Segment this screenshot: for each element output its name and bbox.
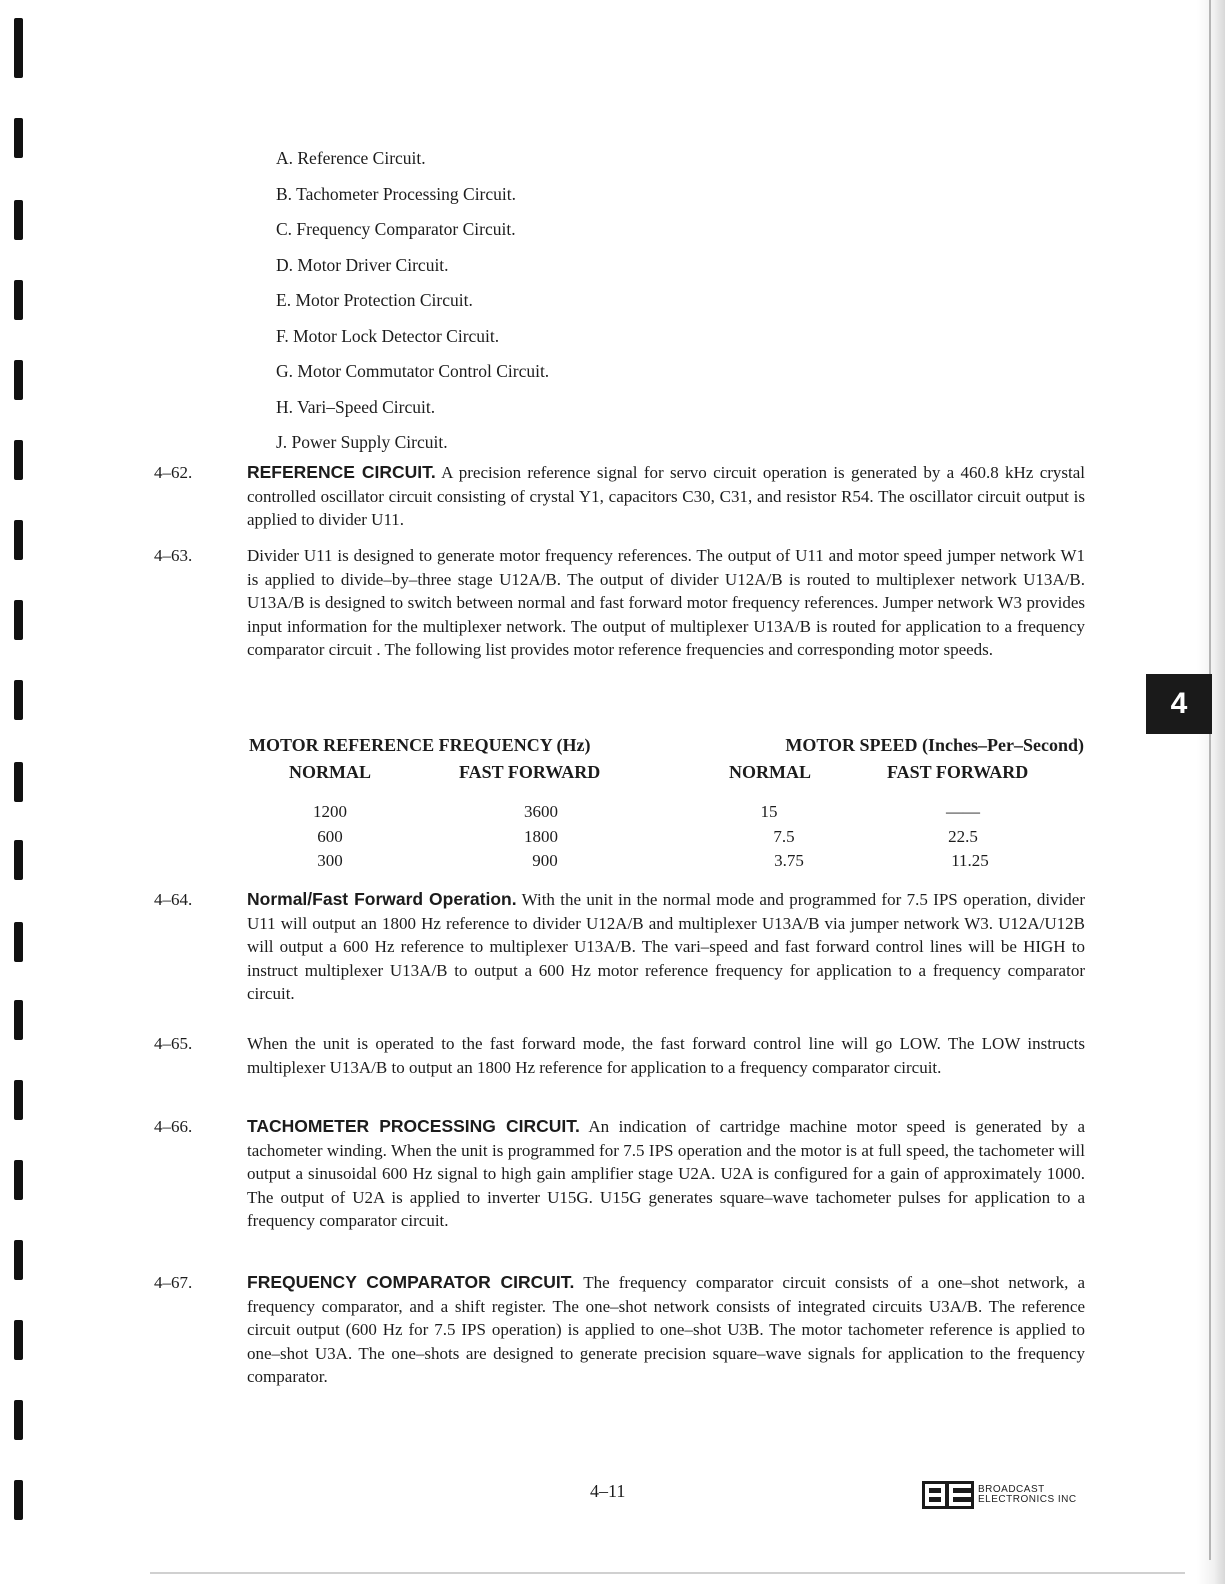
binding-hole bbox=[14, 680, 23, 720]
page-edge-shadow bbox=[1197, 0, 1225, 1584]
table-cell: 3600 bbox=[524, 802, 558, 821]
binding-hole bbox=[14, 18, 23, 78]
table-cell: 22.5 bbox=[948, 826, 978, 846]
binding-hole bbox=[14, 1080, 23, 1120]
paragraph-heading: FREQUENCY COMPARATOR CIRCUIT. bbox=[247, 1272, 575, 1292]
page-number: 4–11 bbox=[590, 1481, 626, 1501]
column-header: FAST FORWARD bbox=[459, 762, 601, 782]
paragraph-number: 4–65. bbox=[154, 1034, 193, 1053]
binding-hole bbox=[14, 1240, 23, 1280]
circuit-outline-list bbox=[276, 141, 549, 461]
logo-line2: ELECTRONICS INC bbox=[978, 1494, 1077, 1505]
paragraph-number: 4–66. bbox=[154, 1117, 193, 1136]
bottom-edge-line bbox=[150, 1572, 1185, 1574]
outline-item: D. Motor Driver Circuit. bbox=[276, 254, 449, 275]
group-header-reference-frequency: MOTOR REFERENCE FREQUENCY (Hz) bbox=[249, 735, 591, 755]
table-cell: 15 bbox=[760, 802, 778, 821]
paragraph-number: 4–67. bbox=[154, 1273, 193, 1292]
table-row bbox=[249, 827, 1084, 852]
outline-item: F. Motor Lock Detector Circuit. bbox=[276, 325, 500, 346]
binding-hole bbox=[14, 200, 23, 240]
paragraph-text: When the unit is operated to the fast forward mode, the fast forward control line will go LOW. The LOW instructs multiplexer U13A/B to output an 1800 Hz reference for application to a frequency comparator circuit. bbox=[247, 1034, 1085, 1077]
paragraph-text: With the unit in the normal mode and programmed for 7.5 IPS operation, divider U11 will output an 1800 Hz reference to divider U12A/B and multiplexer U13A/B via jumper network W3. U12A/U12B will output a 600 Hz reference to multiplexer U13A/B. The vari–speed and fast forward control lines will be HIGH to instruct multiplexer U13A/B to output a 600 Hz motor reference frequency for application to a frequency comparator circuit. bbox=[247, 890, 1086, 1003]
table-column-headers bbox=[249, 762, 1084, 792]
motor-speed-table bbox=[249, 735, 1084, 876]
paragraph-number: 4–62. bbox=[154, 463, 193, 482]
table-cell: 1800 bbox=[524, 826, 558, 846]
company-logo bbox=[922, 1481, 1077, 1509]
paragraph-body bbox=[247, 544, 1085, 662]
paragraph-text: An indication of cartridge machine motor speed is generated by a tachometer winding. When the unit is programmed for 7.5 IPS operation and the motor is at full speed, the tachometer will output a sinusoidal 600 Hz signal to high gain amplifier stage U2A. U2A is configured for a gain of approximately 1000. The output of U2A is applied to inverter U15G. U15G generates square–wave tachometer pulses for application to a frequency comparator circuit. bbox=[247, 1117, 1085, 1230]
outline-item: G. Motor Commutator Control Circuit. bbox=[276, 361, 550, 381]
table-row bbox=[249, 851, 1084, 876]
column-header: NORMAL bbox=[729, 762, 811, 782]
paragraph-4-63 bbox=[150, 544, 1085, 662]
logo-wordmark bbox=[978, 1485, 1077, 1505]
be-logo-icon bbox=[922, 1481, 974, 1509]
paragraph-body bbox=[247, 1032, 1085, 1079]
binding-hole bbox=[14, 280, 23, 320]
paragraph-body bbox=[247, 461, 1085, 532]
binding-hole bbox=[14, 840, 23, 880]
paragraph-body bbox=[247, 1271, 1085, 1389]
paragraph-text: A precision reference signal for servo circuit operation is generated by a 460.8 kHz crystal controlled oscillator circuit consisting of crystal Y1, capacitors C30, C31, and resistor R54. The oscillator circuit output is applied to divider U11. bbox=[247, 463, 1086, 529]
paragraph-heading: Normal/Fast Forward Operation. bbox=[247, 889, 517, 909]
paragraph-number: 4–63. bbox=[154, 546, 193, 565]
table-cell: —— bbox=[946, 802, 980, 821]
outline-item: E. Motor Protection Circuit. bbox=[276, 290, 473, 310]
column-header: FAST FORWARD bbox=[887, 762, 1029, 782]
table-row bbox=[249, 802, 1084, 827]
binding-hole bbox=[14, 1400, 23, 1440]
binding-hole bbox=[14, 1320, 23, 1360]
outline-item: C. Frequency Comparator Circuit. bbox=[276, 219, 516, 239]
binding-hole bbox=[14, 520, 23, 560]
paragraph-number: 4–64. bbox=[154, 890, 193, 909]
paragraph-4-67 bbox=[150, 1271, 1085, 1389]
column-header: NORMAL bbox=[289, 762, 371, 782]
table-cell: 3.75 bbox=[774, 851, 804, 870]
table-group-headers bbox=[249, 735, 1084, 756]
section-tab: 4 bbox=[1146, 674, 1212, 734]
binding-hole bbox=[14, 1000, 23, 1040]
paragraph-text: Divider U11 is designed to generate motor frequency references. The output of U11 and motor speed jumper network W1 is applied to divide–by–three stage U12A/B. The output of divider U12A/B is routed to multiplexer network U13A/B. U13A/B is designed to switch between normal and fast forward motor frequency references. Jumper network W3 provides input information for the multiplexer network. The output of multiplexer U13A/B is routed for application to a frequency comparator circuit . The following list provides motor reference frequencies and corresponding motor speeds. bbox=[247, 546, 1085, 659]
outline-item: A. Reference Circuit. bbox=[276, 148, 426, 168]
outline-item: J. Power Supply Circuit. bbox=[276, 432, 448, 452]
binding-hole bbox=[14, 440, 23, 480]
paragraph-4-64 bbox=[150, 888, 1085, 1006]
binding-hole bbox=[14, 922, 23, 962]
table-cell: 900 bbox=[532, 851, 558, 870]
binding-hole bbox=[14, 600, 23, 640]
paragraph-body bbox=[247, 888, 1085, 1006]
paragraph-4-66 bbox=[150, 1115, 1085, 1233]
page-edge-line bbox=[1209, 0, 1211, 1560]
binding-hole bbox=[14, 118, 23, 158]
table-cell: 600 bbox=[317, 826, 343, 846]
table-cell: 11.25 bbox=[951, 851, 989, 870]
group-header-motor-speed: MOTOR SPEED (Inches–Per–Second) bbox=[785, 735, 1084, 755]
outline-item: H. Vari–Speed Circuit. bbox=[276, 396, 436, 417]
paragraph-heading: TACHOMETER PROCESSING CIRCUIT. bbox=[247, 1116, 580, 1136]
logo-line1: BROADCAST bbox=[978, 1484, 1045, 1495]
table-body bbox=[249, 802, 1084, 876]
paragraph-4-62 bbox=[150, 461, 1085, 532]
binding-hole bbox=[14, 360, 23, 400]
table-cell: 300 bbox=[317, 851, 343, 870]
binding-hole bbox=[14, 762, 23, 802]
binding-hole bbox=[14, 1160, 23, 1200]
paragraph-4-65 bbox=[150, 1032, 1085, 1079]
table-cell: 1200 bbox=[313, 802, 347, 821]
binding-hole bbox=[14, 1480, 23, 1520]
paragraph-body bbox=[247, 1115, 1085, 1233]
paragraph-heading: REFERENCE CIRCUIT. bbox=[247, 462, 436, 482]
table-cell: 7.5 bbox=[773, 826, 795, 846]
paragraph-text: The frequency comparator circuit consists of a one–shot network, a frequency comparator, and a shift register. The one–shot network consists of integrated circuits U3A/B. The reference circuit output (600 Hz for 7.5 IPS operation) is applied to one–shot U3B. The motor tachometer reference is applied to one–shot U3A. The one–shots are designed to generate precision square–wave signals for application to the frequency comparator. bbox=[247, 1273, 1085, 1386]
outline-item: B. Tachometer Processing Circuit. bbox=[276, 183, 517, 204]
